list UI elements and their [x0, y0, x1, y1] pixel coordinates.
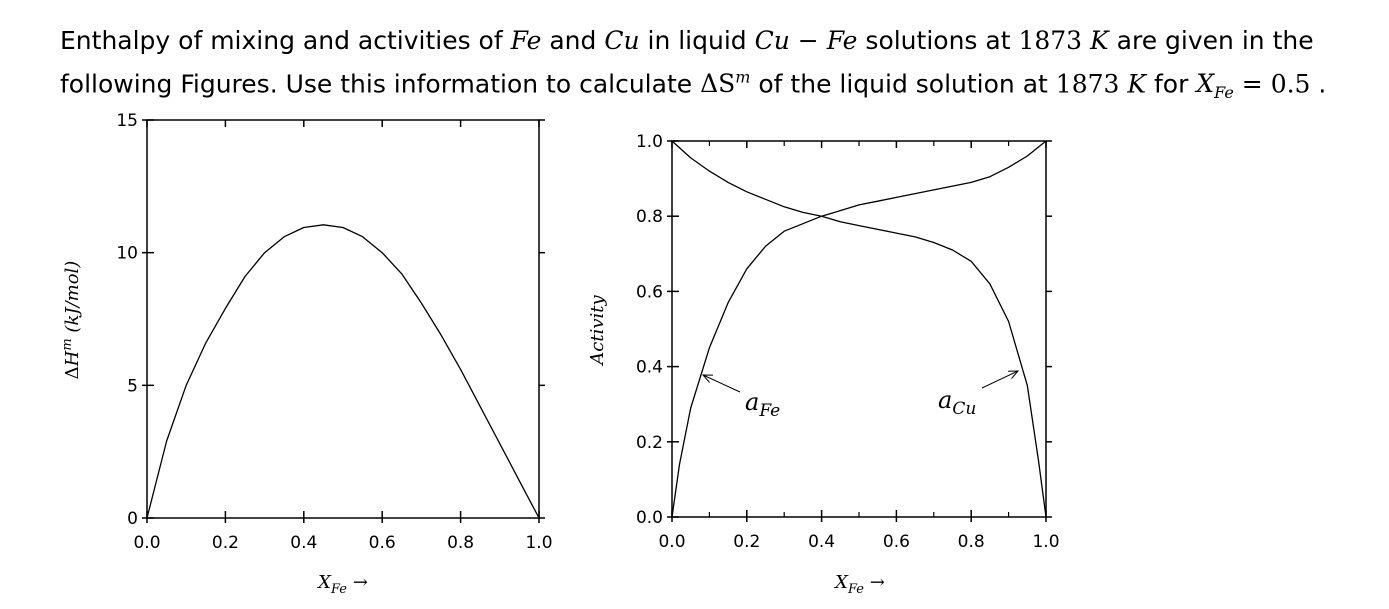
x-tick-label: 0.6 [882, 532, 910, 552]
y-tick-label: 5 [127, 376, 138, 397]
y-axis-label: Activity [587, 295, 608, 365]
x-tick-label: 0.6 [368, 533, 396, 553]
annotation-label [745, 388, 780, 421]
annotation-label [938, 386, 976, 419]
x-axis-label-x: X [318, 572, 331, 593]
x-tick-label: 1.0 [1032, 532, 1060, 552]
y-tick-label: 0.0 [635, 508, 663, 528]
annotation-sub: Cu [952, 399, 977, 419]
x-axis-label-x: X [835, 572, 848, 593]
x-tick-label: 0.0 [658, 532, 686, 552]
activity-chart [587, 132, 1060, 597]
ticks [142, 120, 545, 523]
annotation-main: a [938, 386, 953, 414]
y-axis-label-delta: Δ [62, 366, 83, 380]
plot-frame [147, 120, 539, 518]
y-tick-label: 1.0 [635, 132, 663, 152]
plot-frame [672, 141, 1046, 517]
y-tick-labels [636, 132, 663, 528]
y-tick-label: 0.8 [635, 207, 663, 228]
x-tick-label: 0.2 [733, 532, 761, 552]
x-tick-labels [658, 532, 1059, 552]
x-axis-label-sub: Fe [331, 582, 348, 597]
x-tick-label: 0.8 [957, 532, 985, 552]
y-axis-label-sup: m [60, 338, 75, 351]
ticks [667, 141, 1052, 522]
problem-statement: Enthalpy of mixing and activities of Fe and Cu in liquid Cu − Fe solutions at 1873 K are given in the following Figures. Use this information to calculate $\Delta S^m$ of the liquid solution at 1873 K for $X_{Fe} = 0.5$ . [60, 26, 1327, 103]
y-tick-label: 0.4 [635, 357, 663, 378]
x-tick-label: 0.4 [290, 533, 318, 553]
annotation-arrow-line [982, 371, 1018, 388]
series-line [147, 225, 539, 518]
y-tick-labels [116, 111, 138, 529]
y-axis-label [60, 261, 83, 380]
x-axis-label-sub: Fe [848, 582, 865, 597]
x-tick-label: 1.0 [525, 533, 553, 553]
y-axis-label-unit: (kJ/mol) [62, 260, 83, 339]
annotations [703, 371, 1018, 421]
series-a-cu [672, 141, 1046, 517]
y-tick-label: 0.2 [635, 432, 663, 453]
y-tick-label: 0 [127, 509, 138, 529]
x-tick-label: 0.2 [211, 533, 239, 553]
curves [672, 141, 1046, 517]
y-tick-label: 10 [116, 243, 138, 264]
enthalpy-chart [60, 111, 553, 597]
annotation-main: a [745, 388, 760, 416]
x-axis-label [316, 572, 368, 597]
annotation-sub: Fe [759, 401, 781, 421]
x-tick-label: 0.0 [133, 533, 161, 553]
x-axis-label-arrow: → [347, 572, 368, 593]
y-tick-label: 0.6 [635, 282, 663, 303]
series-a-fe [672, 141, 1046, 517]
annotation-arrow-line [703, 375, 740, 392]
x-axis-label-arrow: → [864, 572, 885, 593]
x-tick-label: 0.8 [447, 533, 475, 553]
x-tick-labels [133, 533, 552, 553]
y-tick-label: 15 [116, 111, 138, 131]
y-axis-label-h: H [62, 350, 83, 367]
curves [147, 225, 539, 518]
x-tick-label: 0.4 [808, 532, 836, 552]
x-axis-label [833, 572, 885, 597]
